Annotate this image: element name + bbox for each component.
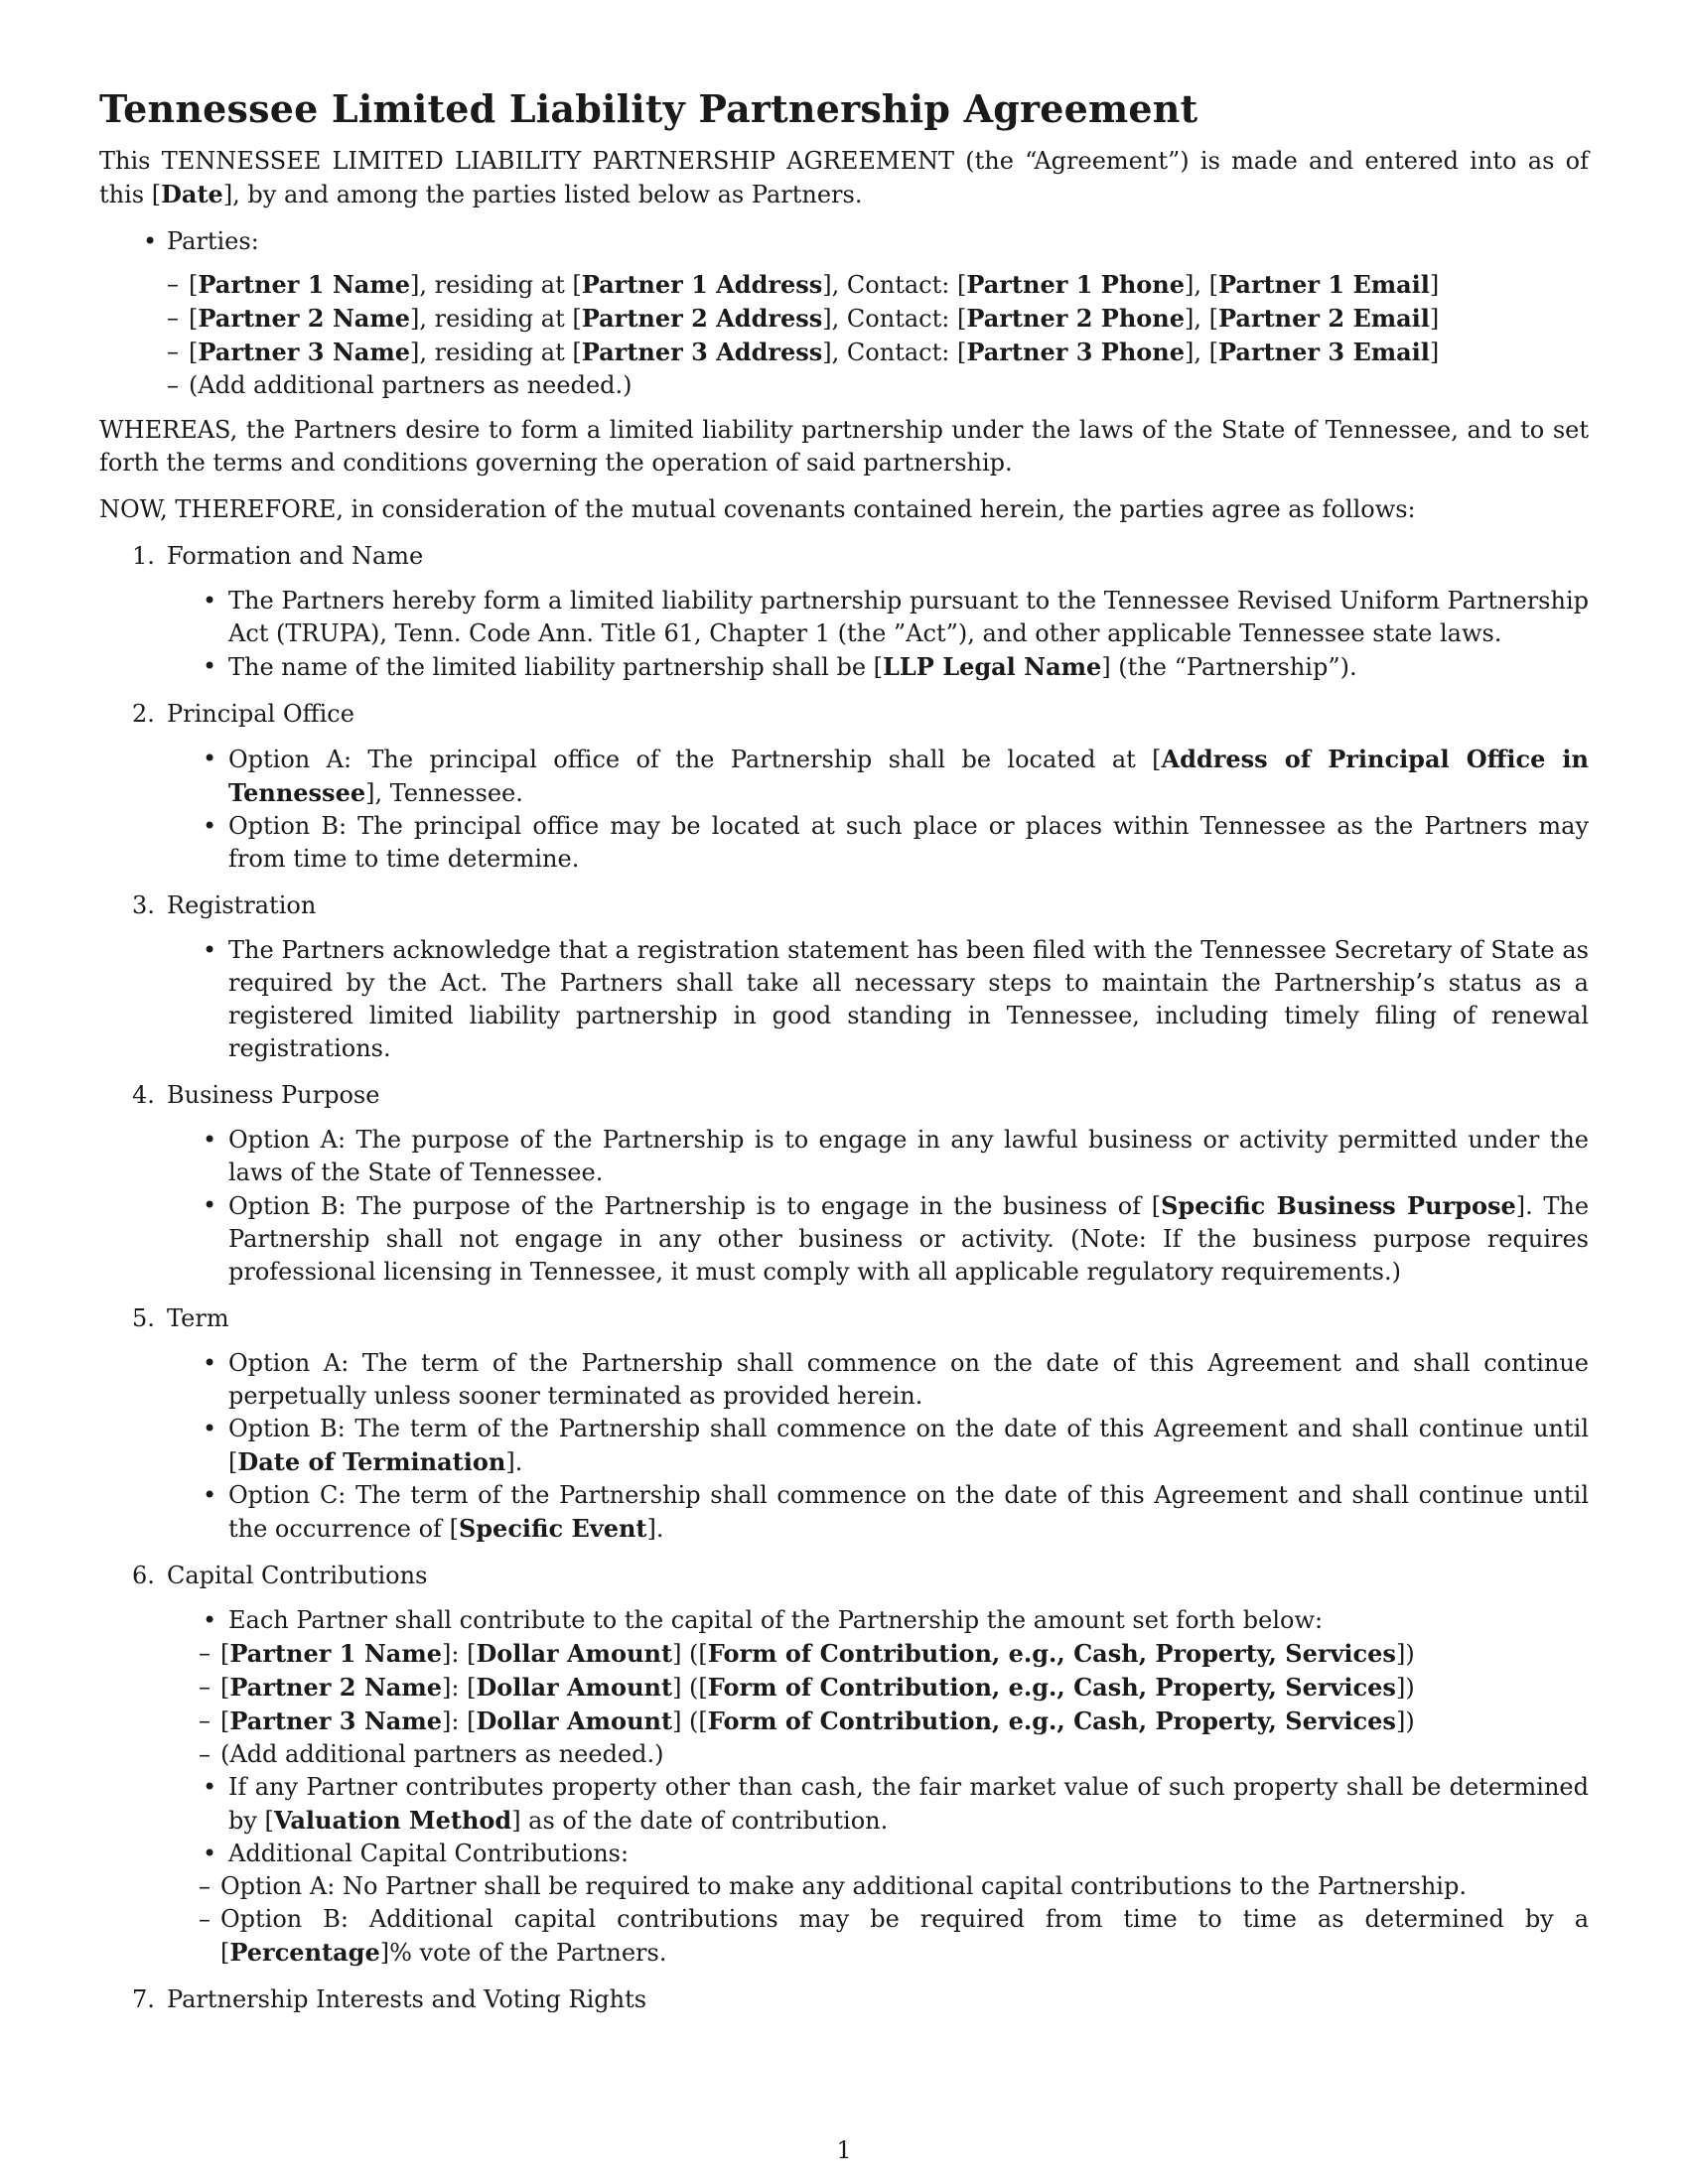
section-3-body	[99, 934, 1589, 1065]
partner-email-field: Partner 3 Email	[1217, 338, 1430, 366]
section-4	[99, 1079, 1589, 1112]
section-title: Principal Office	[167, 700, 354, 728]
partner-address-field: Partner 3 Address	[581, 338, 823, 366]
list-item: • Option B: The purpose of the Partnership is to engage in the business of [Specific Business Purpose]. The Partnership shall not engage in any other business or activity. (Note: If the business purpose requires professional licensing in Tennessee, it must comply with all applicable regulatory requirements.)	[99, 1189, 1589, 1289]
partner-address-field: Partner 2 Address	[581, 304, 823, 333]
list-item: • Option A: The purpose of the Partnership is to engage in any lawful business or activity permitted under the laws of the State of Tennessee.	[99, 1124, 1589, 1189]
list-item: • The Partners acknowledge that a registration statement has been filed with the Tennessee Secretary of State as required by the Act. The Partners shall take all necessary steps to maintain the Partnership’s status as a registered limited liability partnership in good standing in Tennessee, including timely filing of renewal registrations.	[99, 934, 1589, 1065]
section-5	[99, 1302, 1589, 1335]
section-title: Term	[167, 1304, 229, 1332]
party-item: – [Partner 1 Name], residing at [Partner 1 Address], Contact: [Partner 1 Phone], [Partner 1 Email]	[167, 268, 1589, 302]
section-number: 6.	[132, 1562, 155, 1589]
page-number: 1	[836, 2136, 852, 2164]
section-title: Formation and Name	[167, 542, 424, 570]
partner-name-field: Partner 1 Name	[229, 1639, 442, 1668]
option-item: – Option A: No Partner shall be required to make any additional capital contributions to the Partnership.	[99, 1870, 1589, 1903]
party-item-add: – (Add additional partners as needed.)	[167, 369, 1589, 402]
list-item: • Additional Capital Contributions:	[99, 1838, 1589, 1870]
contribution-form-field: Form of Contribution, e.g., Cash, Property, Services	[707, 1639, 1396, 1668]
list-item: • If any Partner contributes property other than cash, the fair market value of such property shall be determined by [Valuation Method] as of the date of contribution.	[99, 1771, 1589, 1838]
partner-name-field: Partner 3 Name	[198, 338, 410, 366]
contribution-form-field: Form of Contribution, e.g., Cash, Property, Services	[707, 1673, 1396, 1702]
parties-heading: • Parties:	[99, 225, 1589, 258]
section-1	[99, 540, 1589, 573]
partner-phone-field: Partner 2 Phone	[966, 304, 1185, 333]
section-number: 1.	[132, 542, 155, 570]
principal-office-field: Address of Principal Office in Tennessee	[228, 745, 1589, 807]
section-7	[99, 1983, 1589, 2016]
section-number: 5.	[132, 1304, 155, 1332]
section-5-body	[99, 1347, 1589, 1546]
section-title: Registration	[167, 891, 317, 919]
list-item: • Each Partner shall contribute to the capital of the Partnership the amount set forth below:	[99, 1604, 1589, 1637]
llp-name-field: LLP Legal Name	[883, 652, 1102, 681]
whereas-paragraph: WHEREAS, the Partners desire to form a limited liability partnership under the laws of the State of Tennessee, and to set forth the terms and conditions governing the operation of said partnership.	[99, 416, 1589, 477]
list-item: • Option C: The term of the Partnership shall commence on the date of this Agreement and shall continue until the occurrence of [Specific Event].	[99, 1479, 1589, 1546]
list-item: • The name of the limited liability partnership shall be [LLP Legal Name] (the “Partnership”).	[99, 650, 1589, 684]
option-item: – Option B: Additional capital contributions may be required from time to time as determined by a [Percentage]% vote of the Partners.	[99, 1903, 1589, 1970]
dollar-amount-field: Dollar Amount	[476, 1706, 673, 1735]
section-title: Business Purpose	[167, 1081, 380, 1109]
section-2	[99, 698, 1589, 731]
intro-paragraph: This TENNESSEE LIMITED LIABILITY PARTNERSHIP AGREEMENT (the “Agreement”) is made and entered into as of this [Date], by and among the parties listed below as Partners.	[99, 147, 1589, 208]
partner-phone-field: Partner 3 Phone	[966, 338, 1185, 366]
dollar-amount-field: Dollar Amount	[476, 1639, 673, 1668]
list-item: • The Partners hereby form a limited liability partnership pursuant to the Tennessee Revised Uniform Partnership Act (TRUPA), Tenn. Code Ann. Title 61, Chapter 1 (the ”Act”), and other applicable Tennessee state laws.	[99, 585, 1589, 650]
valuation-method-field: Valuation Method	[273, 1806, 512, 1835]
partner-name-field: Partner 3 Name	[229, 1706, 442, 1735]
partner-address-field: Partner 1 Address	[581, 270, 823, 299]
date-field: Date	[161, 180, 223, 208]
partner-name-field: Partner 2 Name	[198, 304, 410, 333]
business-purpose-field: Specific Business Purpose	[1161, 1191, 1516, 1220]
section-title: Partnership Interests and Voting Rights	[167, 1985, 647, 2013]
section-6	[99, 1560, 1589, 1592]
parties-list	[99, 268, 1589, 402]
partner-email-field: Partner 1 Email	[1217, 270, 1430, 299]
contribution-form-field: Form of Contribution, e.g., Cash, Property, Services	[707, 1706, 1396, 1735]
contribution-item-add: – (Add additional partners as needed.)	[99, 1738, 1589, 1771]
list-item: • Option B: The principal office may be located at such place or places within Tennessee as the Partners may from time to time determine.	[99, 810, 1589, 876]
percentage-field: Percentage	[229, 1938, 380, 1967]
section-2-body	[99, 743, 1589, 876]
contribution-item: – [Partner 3 Name]: [Dollar Amount] ([Form of Contribution, e.g., Cash, Property, Services])	[99, 1705, 1589, 1738]
list-item: • Option A: The principal office of the Partnership shall be located at [Address of Principal Office in Tennessee], Tennessee.	[99, 743, 1589, 810]
dollar-amount-field: Dollar Amount	[476, 1673, 673, 1702]
section-number: 2.	[132, 700, 155, 728]
termination-date-field: Date of Termination	[237, 1447, 506, 1476]
list-item: • Option A: The term of the Partnership shall commence on the date of this Agreement and shall continue perpetually unless sooner terminated as provided herein.	[99, 1347, 1589, 1413]
partner-name-field: Partner 1 Name	[198, 270, 410, 299]
section-6-body	[99, 1604, 1589, 1970]
contribution-item: – [Partner 2 Name]: [Dollar Amount] ([Form of Contribution, e.g., Cash, Property, Services])	[99, 1671, 1589, 1705]
section-1-body	[99, 585, 1589, 684]
section-3	[99, 889, 1589, 922]
list-item: • Option B: The term of the Partnership shall commence on the date of this Agreement and shall continue until [Date of Termination].	[99, 1413, 1589, 1479]
partner-email-field: Partner 2 Email	[1217, 304, 1430, 333]
partner-phone-field: Partner 1 Phone	[966, 270, 1185, 299]
section-4-body	[99, 1124, 1589, 1289]
section-number: 7.	[132, 1985, 155, 2013]
now-therefore-paragraph: NOW, THEREFORE, in consideration of the mutual covenants contained herein, the parties agree as follows:	[99, 495, 1416, 523]
specific-event-field: Specific Event	[458, 1514, 647, 1543]
section-title: Capital Contributions	[167, 1562, 428, 1589]
contribution-item: – [Partner 1 Name]: [Dollar Amount] ([Form of Contribution, e.g., Cash, Property, Services])	[99, 1637, 1589, 1671]
document-title: Tennessee Limited Liability Partnership Agreement	[99, 86, 1198, 131]
section-number: 4.	[132, 1081, 155, 1109]
document-page	[99, 85, 1589, 2028]
section-number: 3.	[132, 891, 155, 919]
party-item: – [Partner 2 Name], residing at [Partner 2 Address], Contact: [Partner 2 Phone], [Partner 2 Email]	[167, 302, 1589, 336]
party-item: – [Partner 3 Name], residing at [Partner 3 Address], Contact: [Partner 3 Phone], [Partner 3 Email]	[167, 336, 1589, 369]
partner-name-field: Partner 2 Name	[229, 1673, 442, 1702]
